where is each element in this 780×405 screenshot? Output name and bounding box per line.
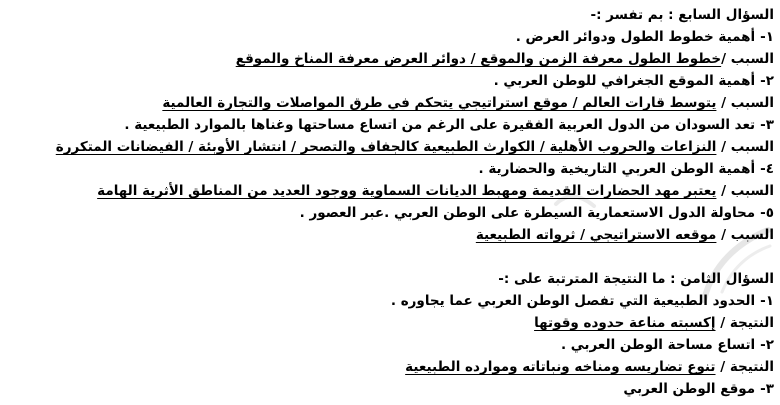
- question-number: ٣-: [760, 117, 774, 133]
- question-item: [4, 26, 774, 48]
- question-text: تعد السودان من الدول العربية الفقيرة على الرغم من اتساع مساحتها وغناها بالموارد الطبيعية .: [124, 117, 756, 133]
- question-text: محاولة الدول الاستعمارية السيطرة على الوطن العربي .عبر العصور .: [299, 205, 756, 221]
- answer-text: النزاعات والحروب الأهلية / الكوارث الطبيعية كالجفاف والتصحر / انتشار الأوبئة / الفيضانات المتكررة: [55, 139, 717, 155]
- question-number: ٣-: [760, 381, 774, 397]
- answer-line: [4, 92, 774, 114]
- answer-line: [4, 48, 774, 70]
- section-heading: [4, 4, 774, 26]
- question-item: [4, 158, 774, 180]
- answer-line: [4, 356, 774, 378]
- answer-label: السبب /: [716, 95, 774, 111]
- answer-line: [4, 180, 774, 202]
- answer-label: النتيجة /: [715, 359, 774, 375]
- question-item: [4, 114, 774, 136]
- question-item: [4, 378, 774, 400]
- question-number: ٢-: [760, 73, 774, 89]
- answer-line: [4, 136, 774, 158]
- question-item: [4, 334, 774, 356]
- answer-label: السبب /: [721, 51, 774, 67]
- question-text: اتساع مساحة الوطن العربي .: [560, 337, 756, 353]
- question-text: أهمية خطوط الطول ودوائر العرض .: [515, 29, 756, 45]
- answer-text: إكسبته مناعة حدوده وقوتها: [534, 315, 716, 331]
- question-number: ٤-: [760, 161, 774, 177]
- answer-text: يعتبر مهد الحضارات القديمة ومهبط الديانات السماوية ووجود العديد من المناطق الأثرية الهامة: [97, 183, 717, 199]
- question-number: ٥-: [760, 205, 774, 221]
- answer-label: السبب /: [716, 139, 774, 155]
- answer-text: تنوع تضاريسه ومناخه ونباتاته وموارده الطبيعية: [405, 359, 716, 375]
- answer-label: النتيجة /: [715, 315, 774, 331]
- question-number: ١-: [760, 293, 774, 309]
- question-number: ٢-: [760, 337, 774, 353]
- section-heading-text: السؤال الثامن : ما النتيجة المترتبة على :-: [498, 271, 774, 287]
- answer-text: يتوسط قارات العالم / موقع استراتيجي يتحكم في طرق المواصلات والتجارة العالمية: [162, 95, 717, 111]
- answer-line: [4, 312, 774, 334]
- answer-text: خطوط الطول معرفة الزمن والموقع / دوائر العرض معرفة المناخ والموقع: [235, 51, 722, 67]
- question-item: [4, 290, 774, 312]
- question-text: موقع الوطن العربي: [623, 381, 756, 397]
- answer-line: [4, 224, 774, 246]
- question-text: الحدود الطبيعية التي تفصل الوطن العربي عما يجاوره .: [390, 293, 756, 309]
- section-heading: [4, 268, 774, 290]
- question-item: [4, 202, 774, 224]
- question-item: [4, 70, 774, 92]
- answer-label: السبب /: [716, 227, 774, 243]
- section-heading-text: السؤال السابع : بم تفسر :-: [590, 7, 774, 23]
- answer-text: موقعه الاستراتيجي / ثرواته الطبيعية: [475, 227, 717, 243]
- section-gap: [4, 246, 774, 268]
- question-number: ١-: [760, 29, 774, 45]
- question-text: أهمية الوطن العربي التاريخية والحضارية .: [478, 161, 756, 177]
- answer-label: السبب /: [716, 183, 774, 199]
- question-text: أهمية الموقع الجغرافي للوطن العربي .: [493, 73, 756, 89]
